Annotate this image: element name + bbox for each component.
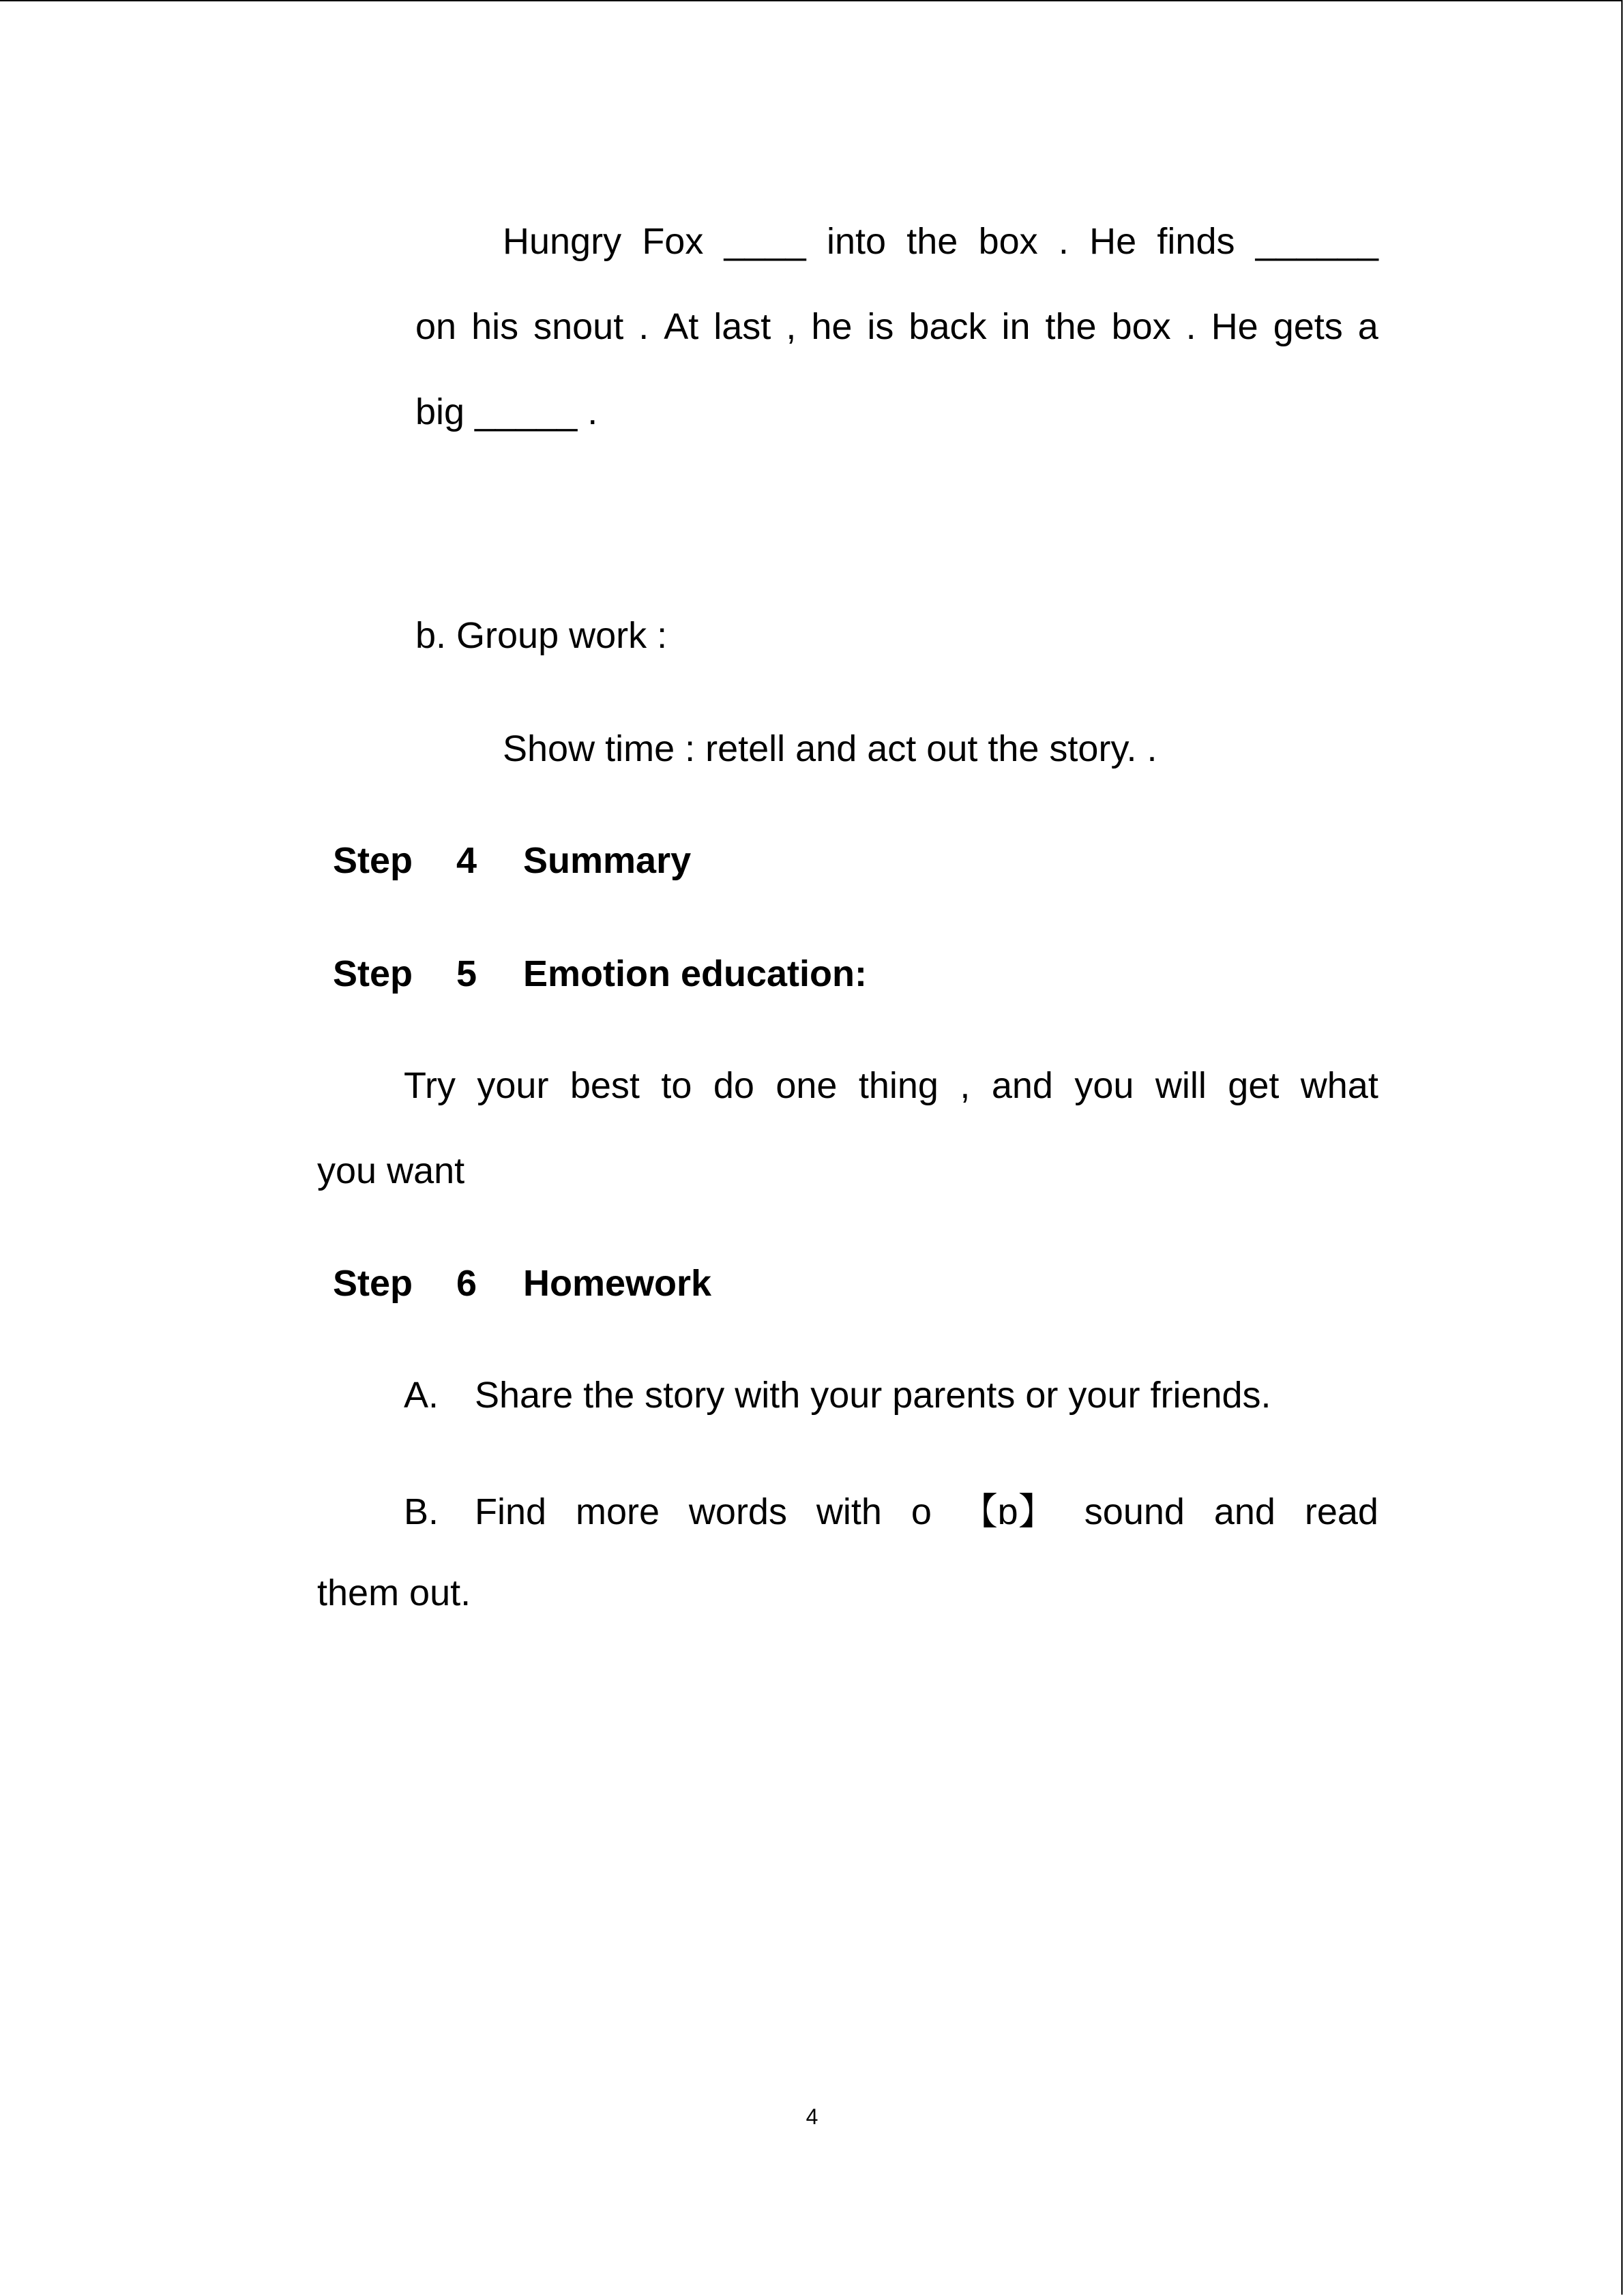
word: get [1228, 1065, 1280, 1106]
blank: ____ [724, 221, 806, 262]
word: read [1304, 1491, 1378, 1532]
word: . [1058, 221, 1069, 262]
step-4-heading [333, 836, 879, 885]
word: the [1045, 306, 1097, 347]
word: Hungry [503, 221, 622, 262]
word: in [1001, 306, 1031, 347]
word: do [713, 1065, 754, 1106]
word: with [816, 1491, 882, 1532]
emotion-line-2: you want [317, 1150, 465, 1191]
word: He [1089, 221, 1137, 262]
group-work-label: b. Group work : [415, 615, 668, 656]
word: last [713, 306, 771, 347]
step-word: Step [333, 953, 413, 994]
step-5-heading [333, 949, 947, 998]
emotion-line-1 [404, 1061, 1378, 1110]
item-marker: A. [404, 1375, 439, 1416]
item-text: Share the story with your parents or your friends. [475, 1375, 1271, 1416]
word: best [570, 1065, 640, 1106]
word: back [909, 306, 987, 347]
step-word: Step [333, 840, 413, 881]
step-word: Step [333, 1263, 413, 1304]
word: snout [533, 306, 624, 347]
word: his [471, 306, 519, 347]
story-line-3: big _____ . [415, 391, 598, 432]
item-marker: B. [404, 1491, 439, 1532]
word: He [1211, 306, 1258, 347]
step-number: 6 [456, 1263, 477, 1304]
word: finds [1157, 221, 1235, 262]
word: , [786, 306, 797, 347]
word: box [1111, 306, 1171, 347]
word: will [1155, 1065, 1207, 1106]
step-number: 5 [456, 953, 477, 994]
word: more [575, 1491, 660, 1532]
word: , [960, 1065, 971, 1106]
word: Try [404, 1065, 456, 1106]
phonetic-symbol: 【ɒ】 [960, 1491, 1055, 1532]
homework-item-a [404, 1371, 1378, 1420]
story-line-1 [503, 217, 1378, 266]
word: Fox [642, 221, 704, 262]
word: thing [858, 1065, 939, 1106]
word: . [638, 306, 649, 347]
word: box [978, 221, 1038, 262]
show-time-text: Show time : retell and act out the story. . [503, 728, 1157, 769]
word: a [1357, 306, 1378, 347]
word: words [688, 1491, 787, 1532]
story-line-2 [415, 302, 1378, 351]
step-6-heading [333, 1259, 879, 1308]
blank: ______ [1255, 221, 1378, 262]
word: on [415, 306, 457, 347]
word: o [911, 1491, 932, 1532]
word: At [664, 306, 699, 347]
step-title: Emotion education: [523, 953, 867, 994]
word: what [1300, 1065, 1378, 1106]
word: Find [475, 1491, 547, 1532]
word: you [1074, 1065, 1134, 1106]
word: sound [1084, 1491, 1185, 1532]
word: the [906, 221, 958, 262]
word: into [826, 221, 887, 262]
word: and [991, 1065, 1053, 1106]
word: one [776, 1065, 838, 1106]
word: is [867, 306, 894, 347]
word: he [811, 306, 853, 347]
step-number: 4 [456, 840, 477, 881]
word: and [1213, 1491, 1275, 1532]
step-title: Summary [523, 840, 692, 881]
page-number: 4 [806, 2104, 818, 2129]
word: your [477, 1065, 549, 1106]
word: gets [1273, 306, 1343, 347]
homework-item-b [404, 1487, 1378, 1536]
word: . [1185, 306, 1196, 347]
homework-item-b-line-2: them out. [317, 1572, 471, 1613]
homework-item-b-line-1 [475, 1487, 1378, 1536]
step-title: Homework [523, 1263, 712, 1304]
word: to [661, 1065, 692, 1106]
